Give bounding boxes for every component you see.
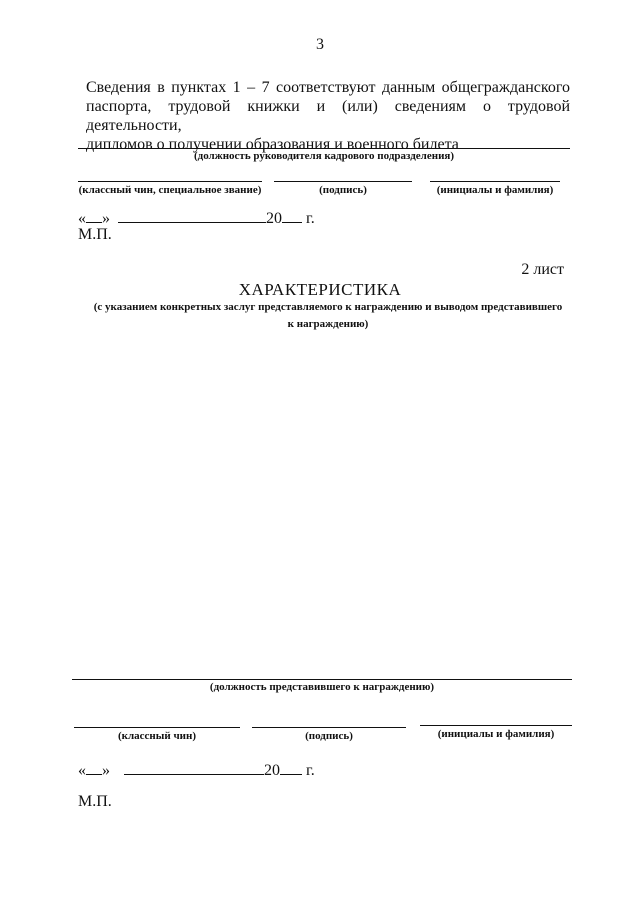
intro-line-3: дипломов о получении образования и военного билета <box>86 136 459 153</box>
hr-year-suffix: г. <box>306 210 315 227</box>
presenter-signature-caption: (подпись) <box>305 730 353 742</box>
hr-year-field[interactable] <box>282 208 302 223</box>
presenter-month-field[interactable] <box>124 760 264 775</box>
intro-line-1: Сведения в пунктах 1 – 7 соответствуют данным общегражданского <box>86 79 570 96</box>
presenter-year-suffix: г. <box>306 762 315 779</box>
characteristic-title: ХАРАКТЕРИСТИКА <box>238 280 402 299</box>
hr-name-line[interactable] <box>430 181 560 182</box>
sheet-label: 2 лист <box>521 261 564 278</box>
presenter-year-field[interactable] <box>280 760 302 775</box>
intro-line-2: паспорта, трудовой книжки и (или) сведениям о трудовой деятельности, <box>86 98 570 134</box>
characteristic-subtitle-line-2: к награждению) <box>287 318 369 330</box>
presenter-day-field[interactable] <box>86 760 102 775</box>
presenter-position-line[interactable] <box>72 679 572 680</box>
hr-day-field[interactable] <box>86 208 102 223</box>
characteristic-subtitle-line-1: (с указанием конкретных заслуг представляемого к награждению и выводом представившего <box>93 301 563 313</box>
presenter-date-open-quote: « <box>78 762 86 779</box>
presenter-name-caption: (инициалы и фамилия) <box>437 728 555 740</box>
presenter-rank-line[interactable] <box>74 727 240 728</box>
hr-date-close-quote: » <box>102 210 110 227</box>
hr-signature-caption: (подпись) <box>319 184 367 196</box>
characteristic-subtitle <box>86 299 570 333</box>
hr-month-field[interactable] <box>118 208 266 223</box>
hr-rank-line[interactable] <box>78 181 262 182</box>
hr-signature-line[interactable] <box>274 181 412 182</box>
hr-position-caption: (должность руководителя кадрового подразделения) <box>193 150 455 162</box>
hr-date-open-quote: « <box>78 210 86 227</box>
presenter-stamp-label: М.П. <box>78 793 112 810</box>
presenter-signature-line[interactable] <box>252 727 406 728</box>
hr-position-line[interactable] <box>78 148 570 149</box>
hr-stamp-label: М.П. <box>78 226 112 243</box>
hr-year-prefix: 20 <box>266 210 282 227</box>
presenter-date-close-quote: » <box>102 762 110 779</box>
hr-date-row <box>78 208 315 228</box>
presenter-rank-caption: (классный чин) <box>118 730 196 742</box>
presenter-name-line[interactable] <box>420 725 572 726</box>
page-number: 3 <box>316 36 324 53</box>
presenter-date-row <box>78 760 315 780</box>
intro-paragraph <box>86 78 570 154</box>
presenter-year-prefix: 20 <box>264 762 280 779</box>
presenter-position-caption: (должность представившего к награждению) <box>209 681 435 693</box>
hr-rank-caption: (классный чин, специальное звание) <box>78 184 262 196</box>
hr-name-caption: (инициалы и фамилия) <box>436 184 554 196</box>
